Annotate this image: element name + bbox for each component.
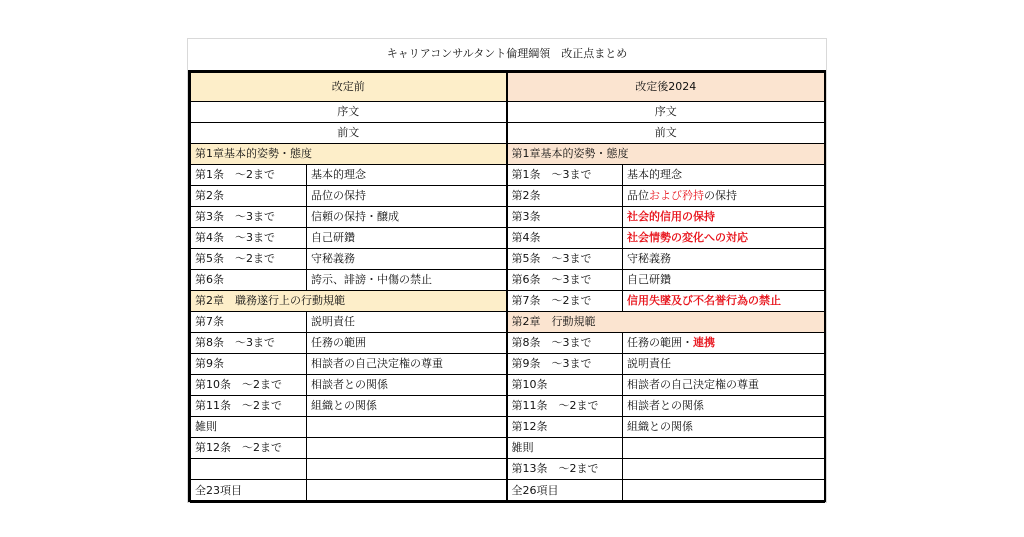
subject-before: 基本的理念	[307, 165, 507, 186]
article-before: 第3条 ～3まで	[191, 207, 307, 228]
article-after: 第11条 ～2まで	[507, 396, 623, 417]
subject-before: 説明責任	[307, 312, 507, 333]
chapter2-before: 第2章 職務遂行上の行動規範	[191, 291, 507, 312]
article-before: 第5条 ～2まで	[191, 249, 307, 270]
changed-text: および矜持	[649, 189, 704, 202]
article-after: 第10条	[507, 375, 623, 396]
subject-before: 自己研鑽	[307, 228, 507, 249]
preface-after: 序文	[507, 102, 825, 123]
chapter2-after: 第2章 行動規範	[507, 312, 825, 333]
subject-after: 相談者との関係	[623, 396, 825, 417]
subject-after-changed: 社会的信用の保持	[623, 207, 825, 228]
subject-before: 組織との関係	[307, 396, 507, 417]
subject-after: 説明責任	[623, 354, 825, 375]
subject-after: 基本的理念	[623, 165, 825, 186]
subject-after: 組織との関係	[623, 417, 825, 438]
subject-part: 任務の範囲・	[627, 336, 693, 349]
total-before: 全23項目	[191, 480, 307, 503]
subject-before: 品位の保持	[307, 186, 507, 207]
article-after: 第2条	[507, 186, 623, 207]
document-title: キャリアコンサルタント倫理綱領 改正点まとめ	[386, 47, 628, 60]
subject-before: 任務の範囲	[307, 333, 507, 354]
subject-after-changed: 社会情勢の変化への対応	[623, 228, 825, 249]
article-after: 第7条 ～2まで	[507, 291, 623, 312]
article-after: 雑則	[507, 438, 623, 459]
article-after: 第12条	[507, 417, 623, 438]
article-before: 第9条	[191, 354, 307, 375]
article-after: 第9条 ～3まで	[507, 354, 623, 375]
chapter1-after: 第1章基本的姿勢・態度	[507, 144, 825, 165]
header-before: 改定前	[191, 73, 507, 102]
article-before: 第1条 ～2まで	[191, 165, 307, 186]
article-before: 第4条 ～3まで	[191, 228, 307, 249]
article-before: 第10条 ～2まで	[191, 375, 307, 396]
subject-part: 品位	[627, 189, 649, 202]
article-before: 第6条	[191, 270, 307, 291]
changed-text: 連携	[693, 336, 715, 349]
article-before: 第11条 ～2まで	[191, 396, 307, 417]
subject-after-changed: 信用失墜及び不名誉行為の禁止	[623, 291, 825, 312]
article-before: 第2条	[191, 186, 307, 207]
preamble-after: 前文	[507, 123, 825, 144]
article-after: 第8条 ～3まで	[507, 333, 623, 354]
article-after: 第5条 ～3まで	[507, 249, 623, 270]
article-before: 第8条 ～3まで	[191, 333, 307, 354]
article-after: 第1条 ～3まで	[507, 165, 623, 186]
subject-after: 守秘義務	[623, 249, 825, 270]
preamble-before: 前文	[191, 123, 507, 144]
subject-before: 信頼の保持・醸成	[307, 207, 507, 228]
article-after: 第6条 ～3まで	[507, 270, 623, 291]
subject-before: 誇示、誹謗・中傷の禁止	[307, 270, 507, 291]
preface-before: 序文	[191, 102, 507, 123]
chapter1-before: 第1章基本的姿勢・態度	[191, 144, 507, 165]
article-after: 第13条 ～2まで	[507, 459, 623, 480]
total-after: 全26項目	[507, 480, 623, 503]
subject-part: の保持	[704, 189, 737, 202]
article-before: 第7条	[191, 312, 307, 333]
article-after: 第4条	[507, 228, 623, 249]
article-before: 第12条 ～2まで	[191, 438, 307, 459]
subject-after: 相談者の自己決定権の尊重	[623, 375, 825, 396]
table-frame	[188, 70, 826, 502]
article-after: 第3条	[507, 207, 623, 228]
subject-before: 相談者との関係	[307, 375, 507, 396]
article-before: 雑則	[191, 417, 307, 438]
subject-before: 相談者の自己決定権の尊重	[307, 354, 507, 375]
subject-after: 自己研鑽	[623, 270, 825, 291]
subject-before: 守秘義務	[307, 249, 507, 270]
header-after: 改定後2024	[507, 73, 825, 102]
